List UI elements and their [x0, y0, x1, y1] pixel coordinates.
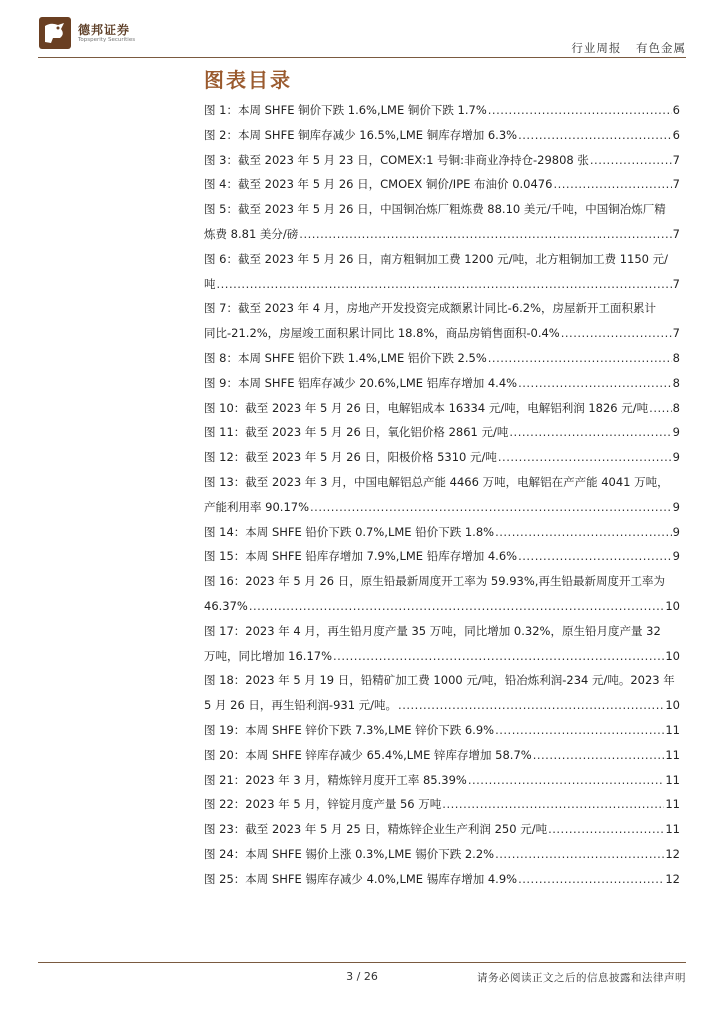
toc-entry[interactable] [204, 792, 680, 817]
toc-entry-text: 图 3：截至 2023 年 5 月 23 日，COMEX:1 号铜:非商业净持仓-29808 张 [204, 152, 589, 167]
toc-entry-text: 46.37% [204, 598, 248, 613]
toc-entry-text: 图 11：截至 2023 年 5 月 26 日，氧化铝价格 2861 元/吨 [204, 425, 509, 440]
toc-entry[interactable] [204, 619, 680, 669]
toc-list [204, 98, 680, 892]
toc-entry-text: 图 16：2023 年 5 月 26 日，原生铅最新周度开工率为 59.93%,再生铅最新周度开工率为 [204, 574, 665, 589]
toc-entry-text: 同比-21.2%，房屋竣工面积累计同比 18.8%，商品房销售面积-0.4% [204, 326, 560, 341]
dragon-logo-icon [38, 16, 72, 50]
report-type: 行业周报 [571, 41, 622, 55]
toc-entry[interactable] [204, 867, 680, 892]
toc-leader-dots [488, 98, 672, 123]
toc-leader-dots [518, 867, 664, 892]
toc-entry-text: 图 25：本周 SHFE 锡库存减少 4.0%,LME 锡库存增加 4.9% [204, 871, 518, 886]
toc-entry[interactable] [204, 420, 680, 445]
company-logo [38, 16, 148, 50]
toc-entry[interactable] [204, 123, 680, 148]
footer-divider [38, 962, 686, 963]
brand-name: 德邦证券 [78, 23, 131, 37]
toc-leader-dots [310, 495, 672, 520]
toc-title: 图表目录 [204, 68, 292, 92]
toc-entry-text: 图 2：本周 SHFE 铜库存减少 16.5%,LME 铜库存增加 6.3% [204, 127, 518, 142]
toc-leader-dots [561, 321, 672, 346]
toc-entry-text: 图 12：截至 2023 年 5 月 26 日，阳极价格 5310 元/吨 [204, 450, 497, 465]
toc-page-number: 10 [665, 648, 680, 663]
toc-page-number: 11 [665, 822, 680, 837]
toc-leader-dots [590, 148, 672, 173]
toc-page-number: 9 [672, 425, 680, 440]
toc-leader-dots [548, 817, 664, 842]
toc-page-number: 11 [665, 797, 680, 812]
toc-leader-dots [495, 718, 664, 743]
toc-leader-dots [398, 693, 664, 718]
toc-entry-text: 图 5：截至 2023 年 5 月 26 日，中国铜冶炼厂粗炼费 88.10 美元/千吨，中国铜冶炼厂精 [204, 202, 666, 217]
toc-entry[interactable] [204, 247, 680, 297]
toc-entry-text: 炼费 8.81 美分/磅 [204, 226, 299, 241]
brand-name-en: Topsperity Securities [78, 37, 136, 43]
toc-entry[interactable] [204, 371, 680, 396]
toc-leader-dots [468, 768, 665, 793]
toc-entry-text: 图 17：2023 年 4 月，再生铅月度产量 35 万吨，同比增加 0.32%，原生铅月度产量 32 [204, 623, 661, 638]
toc-entry[interactable] [204, 197, 680, 247]
toc-entry-text: 吨 [204, 276, 216, 291]
toc-page-number: 12 [665, 871, 680, 886]
toc-entry[interactable] [204, 470, 680, 520]
toc-entry-text: 图 20：本周 SHFE 锌库存减少 65.4%,LME 锌库存增加 58.7% [204, 747, 532, 762]
toc-page-number: 7 [672, 326, 680, 341]
toc-leader-dots [518, 123, 672, 148]
toc-entry[interactable] [204, 445, 680, 470]
toc-entry-text: 图 14：本周 SHFE 铅价下跌 0.7%,LME 铅价下跌 1.8% [204, 524, 495, 539]
toc-entry[interactable] [204, 520, 680, 545]
toc-leader-dots [518, 544, 672, 569]
toc-leader-dots [442, 792, 664, 817]
toc-entry-text: 图 1：本周 SHFE 铜价下跌 1.6%,LME 铜价下跌 1.7% [204, 103, 487, 117]
toc-entry-text: 图 21：2023 年 3 月，精炼锌月度开工率 85.39% [204, 772, 467, 787]
toc-page-number: 11 [665, 772, 680, 787]
toc-entry-text: 万吨，同比增加 16.17% [204, 648, 333, 663]
toc-page-number: 10 [665, 598, 680, 613]
toc-leader-dots [249, 594, 665, 619]
toc-page-number: 11 [665, 747, 680, 762]
toc-leader-dots [533, 743, 665, 768]
toc-entry[interactable] [204, 768, 680, 793]
toc-entry-text: 图 23：截至 2023 年 5 月 25 日，精炼锌企业生产利润 250 元/吨 [204, 822, 548, 837]
toc-entry[interactable] [204, 817, 680, 842]
toc-page-number: 8 [672, 400, 680, 415]
toc-entry-text: 图 9：本周 SHFE 铝库存减少 20.6%,LME 铝库存增加 4.4% [204, 375, 518, 390]
toc-leader-dots [649, 396, 672, 421]
toc-entry-text: 图 22：2023 年 5 月，锌锭月度产量 56 万吨 [204, 797, 442, 812]
toc-entry-text: 图 19：本周 SHFE 锌价下跌 7.3%,LME 锌价下跌 6.9% [204, 722, 495, 737]
toc-entry-text: 5 月 26 日，再生铅利润-931 元/吨。 [204, 698, 398, 713]
toc-page-number: 8 [672, 350, 680, 365]
toc-page-number: 9 [672, 450, 680, 465]
header-divider [38, 57, 686, 58]
toc-entry[interactable] [204, 346, 680, 371]
toc-page-number: 7 [672, 152, 680, 167]
toc-entry-text: 图 8：本周 SHFE 铝价下跌 1.4%,LME 铝价下跌 2.5% [204, 350, 487, 365]
footer-disclaimer: 请务必阅读正文之后的信息披露和法律声明 [477, 972, 686, 984]
toc-leader-dots [217, 272, 672, 297]
toc-entry[interactable] [204, 544, 680, 569]
toc-page-number: 6 [672, 127, 680, 142]
toc-page-number: 9 [672, 524, 680, 539]
toc-entry-text: 图 10：截至 2023 年 5 月 26 日，电解铝成本 16334 元/吨，电解铝利润 1826 元/吨 [204, 400, 649, 415]
toc-entry-text: 图 18：2023 年 5 月 19 日，铅精矿加工费 1000 元/吨，铅冶炼利润-234 元/吨。2023 年 [204, 673, 675, 688]
header-tags [571, 40, 686, 56]
toc-page-number: 7 [672, 177, 680, 192]
toc-page-number: 11 [665, 722, 680, 737]
toc-leader-dots [498, 445, 672, 470]
toc-leader-dots [488, 346, 672, 371]
toc-page-number: 12 [665, 846, 680, 861]
toc-entry-text: 图 13：截至 2023 年 3 月，中国电解铝总产能 4466 万吨，电解铝在产产能 4041 万吨， [204, 474, 669, 489]
toc-entry[interactable] [204, 718, 680, 743]
toc-leader-dots [495, 842, 664, 867]
toc-entry[interactable] [204, 296, 680, 346]
toc-page-number: 9 [672, 549, 680, 564]
toc-entry[interactable] [204, 842, 680, 867]
toc-page-number: 6 [672, 103, 680, 117]
toc-entry[interactable] [204, 668, 680, 718]
toc-page-number: 9 [672, 499, 680, 514]
toc-entry[interactable] [204, 743, 680, 768]
toc-entry[interactable] [204, 569, 680, 619]
toc-entry[interactable] [204, 396, 680, 421]
toc-entry[interactable] [204, 98, 680, 123]
toc-leader-dots [553, 172, 671, 197]
page-number: 3 / 26 [346, 970, 378, 983]
toc-leader-dots [509, 420, 671, 445]
toc-leader-dots [333, 644, 664, 669]
toc-entry[interactable] [204, 172, 680, 197]
toc-page-number: 10 [665, 698, 680, 713]
toc-entry-text: 图 7：截至 2023 年 4 月，房地产开发投资完成额累计同比-6.2%，房屋新开工面积累计 [204, 301, 657, 316]
toc-page-number: 7 [672, 276, 680, 291]
toc-page-number: 8 [672, 375, 680, 390]
toc-leader-dots [299, 222, 671, 247]
toc-leader-dots [495, 520, 672, 545]
toc-entry-text: 图 4：截至 2023 年 5 月 26 日，CMOEX 铜价/IPE 布油价 0.0476 [204, 177, 553, 192]
toc-entry-text: 图 6：截至 2023 年 5 月 26 日，南方粗铜加工费 1200 元/吨，北方粗铜加工费 1150 元/ [204, 251, 669, 266]
toc-entry-text: 图 15：本周 SHFE 铅库存增加 7.9%,LME 铅库存增加 4.6% [204, 549, 518, 564]
toc-leader-dots [518, 371, 672, 396]
sector-label: 有色金属 [636, 41, 686, 55]
toc-page-number: 7 [672, 226, 680, 241]
toc-entry[interactable] [204, 148, 680, 173]
toc-entry-text: 产能利用率 90.17% [204, 499, 310, 514]
toc-entry-text: 图 24：本周 SHFE 锡价上涨 0.3%,LME 锡价下跌 2.2% [204, 846, 495, 861]
